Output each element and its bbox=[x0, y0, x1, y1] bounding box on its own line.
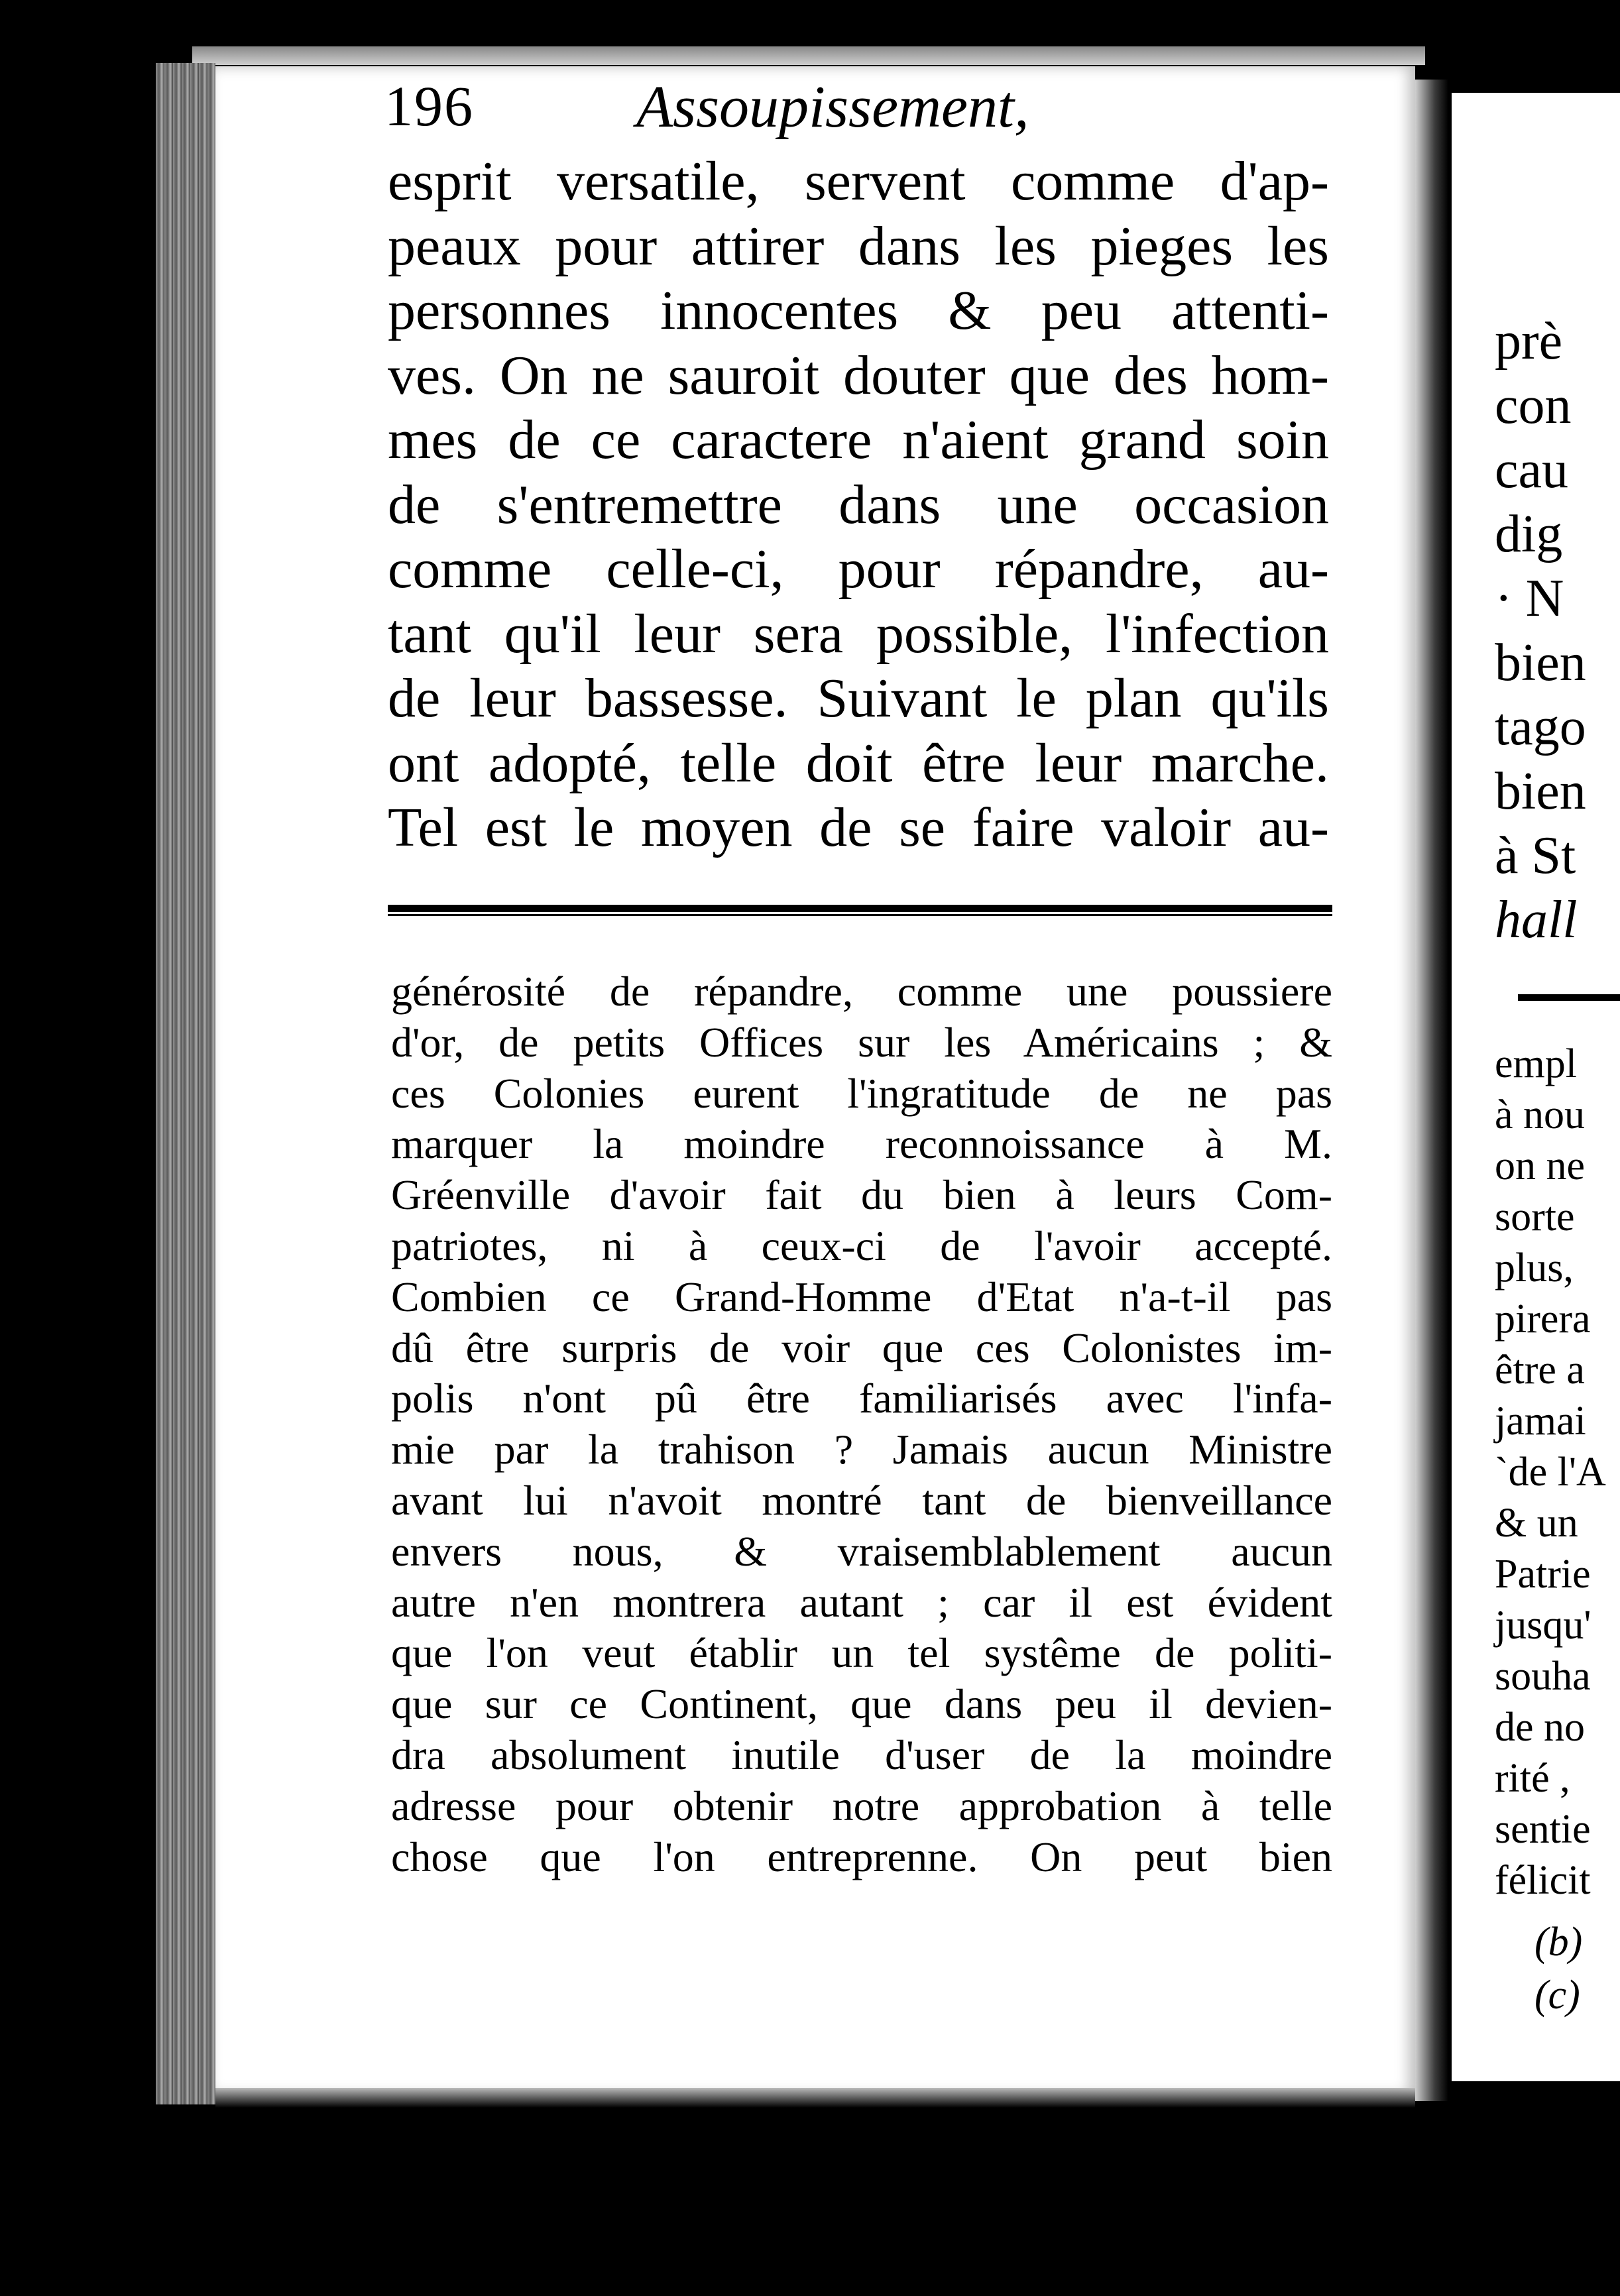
footnote-rule bbox=[388, 905, 1332, 912]
footnote-line: chose que l'on entreprenne. On peut bien bbox=[391, 1833, 1332, 1880]
page-bottom-shadow bbox=[215, 2088, 1415, 2108]
footnote-line: dû être surpris de voir que ces Colonistes im- bbox=[391, 1324, 1332, 1371]
footnote-line: marquer la moindre reconnoissance à M. bbox=[391, 1120, 1332, 1168]
footnote-text-block bbox=[391, 966, 1332, 1882]
text-line: comme celle-ci, pour répandre, au- bbox=[388, 538, 1329, 600]
footnote-line: que sur ce Continent, que dans peu il devien- bbox=[391, 1680, 1332, 1728]
right-page-line: plus, bbox=[1495, 1245, 1574, 1291]
text-line: personnes innocentes & peu attenti- bbox=[388, 280, 1329, 341]
right-page-line: `de l'A bbox=[1495, 1450, 1606, 1495]
right-page-rule bbox=[1518, 994, 1620, 1001]
main-text-block bbox=[388, 149, 1329, 860]
right-page-line: con bbox=[1495, 376, 1572, 435]
right-page-line: (c) bbox=[1534, 1973, 1580, 2018]
right-page-line: empl bbox=[1495, 1041, 1577, 1086]
page-header bbox=[384, 73, 1326, 146]
right-page-line: bien bbox=[1495, 634, 1586, 692]
text-line: tant qu'il leur sera possible, l'infection bbox=[388, 603, 1329, 665]
right-page-line: félicit bbox=[1495, 1858, 1591, 1903]
footnote-line: envers nous, & vraisemblablement aucun bbox=[391, 1527, 1332, 1575]
right-page-line: tago bbox=[1495, 698, 1586, 756]
right-page-line: Patrie bbox=[1495, 1552, 1591, 1597]
text-line: esprit versatile, servent comme d'ap- bbox=[388, 150, 1329, 212]
right-page-line: & un bbox=[1495, 1501, 1578, 1546]
right-page-line: (b) bbox=[1534, 1920, 1583, 1965]
text-line: de leur bassesse. Suivant le plan qu'ils bbox=[388, 667, 1329, 729]
text-line: de s'entremettre dans une occasion bbox=[388, 473, 1329, 536]
footnote-line: que l'on veut établir un tel systême de politi- bbox=[391, 1629, 1332, 1677]
right-page-line: jusqu' bbox=[1495, 1603, 1591, 1648]
right-page-line: à nou bbox=[1495, 1092, 1586, 1137]
page-number: 196 bbox=[384, 74, 474, 138]
right-page-line: dig bbox=[1495, 505, 1563, 563]
book-gutter bbox=[1415, 80, 1448, 2101]
right-page-line: bien bbox=[1495, 762, 1586, 821]
footnote-line: ces Colonies eurent l'ingratitude de ne pas bbox=[391, 1069, 1332, 1117]
footnote-line: polis n'ont pû être familiarisés avec l'infa- bbox=[391, 1375, 1332, 1422]
text-line: Tel est le moyen de se faire valoir au- bbox=[388, 797, 1329, 858]
text-line: ont adopté, telle doit être leur marche. bbox=[388, 732, 1329, 794]
text-line: ves. On ne sauroit douter que des hom- bbox=[388, 344, 1329, 406]
footnote-line: dra absolument inutile d'user de la moindre bbox=[391, 1731, 1332, 1778]
right-page-line: sorte bbox=[1495, 1194, 1575, 1239]
right-page-line: à St bbox=[1495, 827, 1576, 885]
right-page-line: prè bbox=[1495, 312, 1563, 371]
right-page-line: rité , bbox=[1495, 1756, 1570, 1801]
right-page-line: · N bbox=[1495, 569, 1564, 628]
footnote-line: autre n'en montrera autant ; car il est évident bbox=[391, 1578, 1332, 1626]
book-page-edges bbox=[156, 63, 215, 2104]
right-page-line: être a bbox=[1495, 1348, 1585, 1393]
right-page-line: de no bbox=[1495, 1705, 1586, 1750]
right-page-line: hall bbox=[1495, 891, 1578, 949]
footnote-line: générosité de répandre, comme une poussiere bbox=[391, 968, 1332, 1015]
footnote-line: mie par la trahison ? Jamais aucun Ministre bbox=[391, 1426, 1332, 1473]
text-line: mes de ce caractere n'aient grand soin bbox=[388, 409, 1329, 471]
right-page-line: pirera bbox=[1495, 1296, 1591, 1342]
right-page-line: sentie bbox=[1495, 1807, 1591, 1852]
running-head: Assoupissement, bbox=[636, 74, 1029, 140]
right-page-line: jamai bbox=[1495, 1399, 1586, 1444]
footnote-line: Combien ce Grand-Homme d'Etat n'a-t-il pas bbox=[391, 1273, 1332, 1320]
right-page-line: souha bbox=[1495, 1654, 1591, 1699]
right-page-line: on ne bbox=[1495, 1143, 1586, 1188]
footnote-rule-thin bbox=[388, 914, 1332, 916]
footnote-line: adresse pour obtenir notre approbation à telle bbox=[391, 1782, 1332, 1829]
footnote-line: patriotes, ni à ceux-ci de l'avoir accepté. bbox=[391, 1222, 1332, 1269]
footnote-line: avant lui n'avoit montré tant de bienveillance bbox=[391, 1476, 1332, 1524]
footnote-line: Gréenville d'avoir fait du bien à leurs Com- bbox=[391, 1171, 1332, 1219]
book-top-edge bbox=[192, 46, 1425, 65]
right-page-line: cau bbox=[1495, 441, 1569, 499]
footnote-line: d'or, de petits Offices sur les Américains ; & bbox=[391, 1018, 1332, 1066]
text-line: peaux pour attirer dans les pieges les bbox=[388, 215, 1329, 277]
